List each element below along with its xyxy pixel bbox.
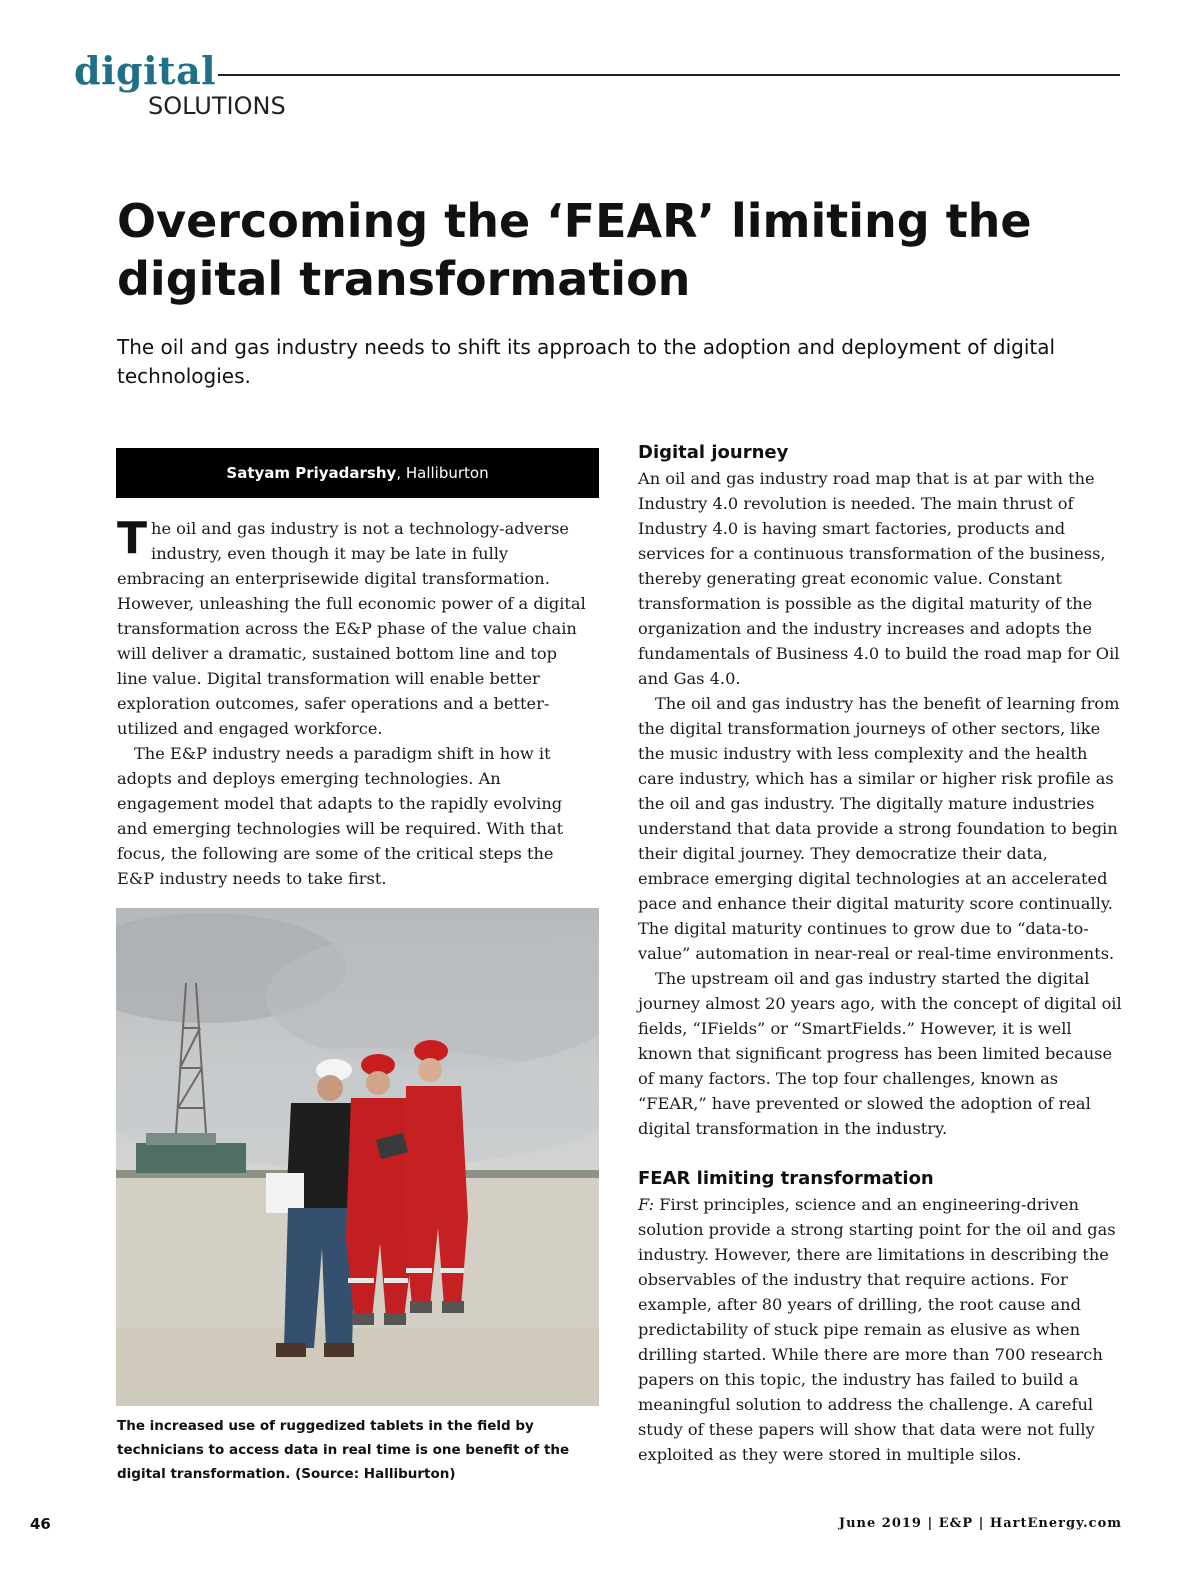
photo-caption: The increased use of ruggedized tablets in the field by technicians to access data in real time is one benefit of the digital transformation. (Source: Halliburton) (117, 1418, 570, 1482)
subhead-fear: FEAR limiting transformation (638, 1168, 934, 1189)
subhead-digital-journey: Digital journey (638, 442, 789, 463)
body-paragraph (638, 1192, 1124, 1467)
page-number: 46 (30, 1515, 51, 1533)
section-label-solutions: SOLUTIONS (148, 92, 286, 120)
byline-author: Satyam Priyadarshy (226, 464, 397, 482)
article-deck: The oil and gas industry needs to shift its approach to the adoption and deployment of digital technologies. (117, 335, 1056, 388)
section-rule (218, 74, 1120, 76)
article-photo (116, 908, 599, 1406)
fear-letter: F: (638, 1195, 655, 1214)
left-column (117, 513, 587, 891)
body-paragraph: The oil and gas industry has the benefit of learning from the digital transformation journeys of other sectors, like the music industry with less complexity and the health care industry, which has a similar or higher risk profile as the oil and gas industry. The digitally mature industries understand that data provide a strong foundation to begin their digital journey. They democratize their data, embrace emerging digital technologies at an accelerated pace and enhance their digital maturity score continually. The digital maturity continues to grow due to “data-to-value” automation in near-real or real-time environments. (638, 694, 1120, 963)
body-paragraph: The upstream oil and gas industry started the digital journey almost 20 years ago, with the concept of digital oil fields, “IFields” or “SmartFields.” However, it is well known that significant progress has been limited because of many factors. The top four challenges, known as “FEAR,” have prevented or slowed the adoption of real digital transformation in the industry. (638, 969, 1122, 1138)
intro-paragraph (117, 513, 587, 741)
footer-issue: June 2019 | E&P | HartEnergy.com (838, 1516, 1122, 1531)
byline-affiliation: , Halliburton (396, 464, 489, 482)
body-paragraph: The E&P industry needs a paradigm shift in how it adopts and deploys emerging technologies. An engagement model that adapts to the rapidly evolving and emerging technologies will be required. With that focus, the following are some of the critical steps the E&P industry needs to take first. (117, 744, 564, 888)
intro-paragraph-text: he oil and gas industry is not a technology-adverse industry, even though it may be late in fully embracing an enterprisewide digital transformation. However, unleashing the full economic power of a digital transformation across the E&P phase of the value chain will deliver a dramatic, sustained bottom line and top line value. Digital transformation will enable better exploration outcomes, safer operations and a better-utilized and engaged workforce. (117, 519, 586, 738)
article-headline: Overcoming the ‘FEAR’ limiting the digital transformation (117, 194, 1032, 306)
photo-illustration (116, 908, 599, 1406)
section-label-digital: digital (74, 48, 217, 93)
fear-paragraph-text: First principles, science and an engineering-driven solution provide a strong starting point for the oil and gas industry. However, there are limitations in describing the observables of the industry that require actions. For example, after 80 years of drilling, the root cause and predictability of stuck pipe remain as elusive as when drilling started. While there are more than 700 research papers on this topic, the industry has failed to build a meaningful solution to address the challenge. A careful study of these papers will show that data were not fully exploited as they were stored in multiple silos. (638, 1195, 1116, 1464)
body-paragraph: An oil and gas industry road map that is at par with the Industry 4.0 revolution is needed. The main thrust of Industry 4.0 is having smart factories, products and services for a continuous transformation of the business, thereby generating great economic value. Constant transformation is possible as the digital maturity of the organization and the industry increases and adopts the fundamentals of Business 4.0 to build the road map for Oil and Gas 4.0. (638, 469, 1120, 688)
byline-bar (116, 448, 599, 498)
right-column (638, 440, 1124, 1467)
drop-cap: T (117, 513, 148, 564)
